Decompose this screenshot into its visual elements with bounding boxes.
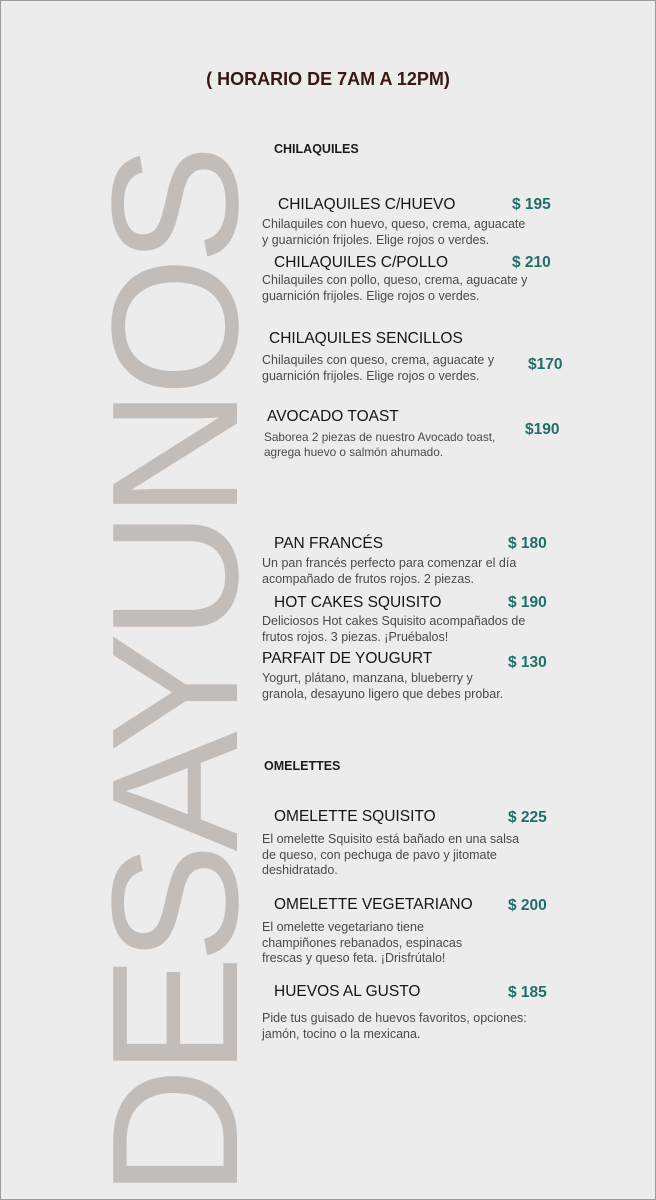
item-desc-hot-cakes: Deliciosos Hot cakes Squisito acompañados de frutos rojos. 3 piezas. ¡Pruébalos!	[262, 614, 526, 644]
hours-heading: ( HORARIO DE 7AM A 12PM)	[206, 69, 450, 89]
item-name-huevos-al-gusto: HUEVOS AL GUSTO	[274, 983, 421, 1000]
item-name-chilaquiles-huevo: CHILAQUILES C/HUEVO	[278, 196, 456, 213]
item-name-chilaquiles-pollo: CHILAQUILES C/POLLO	[274, 254, 449, 271]
item-name-chilaquiles-sencillos: CHILAQUILES SENCILLOS	[269, 330, 463, 347]
section-omelettes: OMELETTES	[264, 759, 341, 773]
item-desc-pan-frances: Un pan francés perfecto para comenzar el día acompañado de frutos rojos. 2 piezas.	[262, 556, 517, 586]
item-price-pan-frances: $ 180	[508, 535, 547, 552]
desayunos-vertical-title: DESAYUNOS	[75, 152, 276, 1198]
item-price-hot-cakes: $ 190	[508, 594, 547, 611]
item-price-chilaquiles-pollo: $ 210	[512, 254, 551, 271]
item-desc-omelette-squisito: El omelette Squisito está bañado en una salsa de queso, con pechuga de pavo y jitomate deshidratado.	[262, 832, 520, 877]
item-name-pan-frances: PAN FRANCÉS	[274, 535, 384, 552]
item-price-omelette-squisito: $ 225	[508, 809, 547, 826]
item-price-parfait: $ 130	[508, 654, 547, 671]
item-desc-huevos-al-gusto: Pide tus guisado de huevos favoritos, opciones: jamón, tocino o la mexicana.	[262, 1011, 527, 1041]
item-desc-parfait: Yogurt, plátano, manzana, blueberry y granola, desayuno ligero que debes probar.	[262, 671, 504, 701]
item-price-huevos-al-gusto: $ 185	[508, 984, 547, 1001]
item-desc-chilaquiles-huevo: Chilaquiles con huevo, queso, crema, aguacate y guarnición frijoles. Elige rojos o verdes.	[262, 217, 526, 247]
item-name-omelette-vegetariano: OMELETTE VEGETARIANO	[274, 896, 473, 913]
item-name-parfait: PARFAIT DE YOUGURT	[262, 650, 433, 667]
item-price-chilaquiles-huevo: $ 195	[512, 196, 551, 213]
item-price-avocado-toast: $190	[525, 421, 560, 438]
item-price-omelette-vegetariano: $ 200	[508, 897, 547, 914]
item-name-hot-cakes: HOT CAKES SQUISITO	[274, 594, 442, 611]
item-desc-chilaquiles-pollo: Chilaquiles con pollo, queso, crema, aguacate y guarnición frijoles. Elige rojos o verdes.	[262, 273, 528, 303]
item-name-omelette-squisito: OMELETTE SQUISITO	[274, 808, 436, 825]
section-chilaquiles: CHILAQUILES	[274, 142, 359, 156]
item-price-chilaquiles-sencillos: $170	[528, 356, 563, 373]
item-desc-omelette-vegetariano: El omelette vegetariano tiene champiñones rebanados, espinacas frescas y queso feta. ¡Drisfrútalo!	[262, 920, 463, 965]
item-desc-chilaquiles-sencillos: Chilaquiles con queso, crema, aguacate y guarnición frijoles. Elige rojos o verdes.	[262, 353, 495, 383]
item-desc-avocado-toast: Saborea 2 piezas de nuestro Avocado toast, agrega huevo o salmón ahumado.	[264, 430, 496, 459]
item-name-avocado-toast: AVOCADO TOAST	[267, 408, 399, 425]
